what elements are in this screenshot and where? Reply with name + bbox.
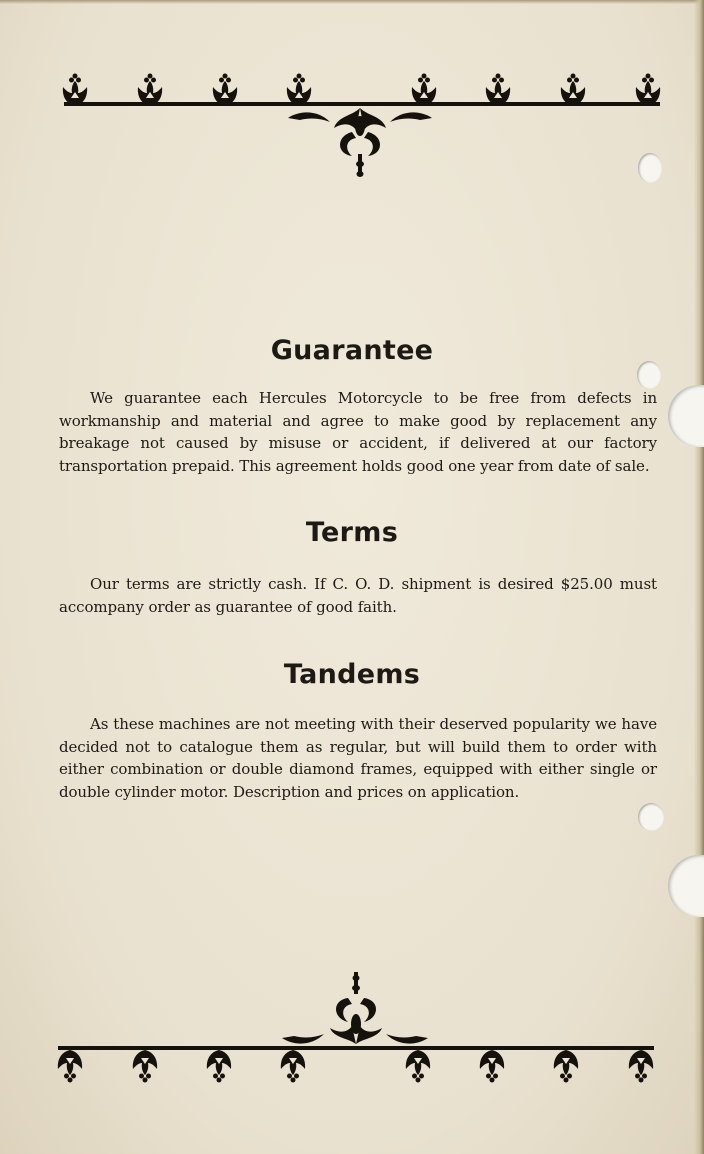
section-body-terms: Our terms are strictly cash. If C. O. D. shipment is desired $25.00 must accompany order as guarantee of good faith.	[59, 575, 657, 616]
top-ornament-icon	[0, 70, 704, 190]
section-body-guarantee: We guarantee each Hercules Motorcycle to be free from defects in workmanship and material and agree to make good by replacement any breakage not caused by misuse or accident, if delivered at our factory transportation prepaid. This agreement holds good one year from date of sale.	[59, 389, 657, 475]
page-top-edge	[0, 0, 704, 4]
bottom-ornament-icon	[0, 968, 704, 1084]
section-title-terms: Terms	[305, 517, 399, 548]
section-title-guarantee: Guarantee	[270, 335, 434, 366]
binder-hole-3	[638, 803, 664, 831]
section-title-tandems: Tandems	[283, 659, 421, 690]
section-body-tandems: As these machines are not meeting with their deserved popularity we have decided not to catalogue them as regular, but will build them to order with either combination or double diamond frames, equipped with either single or double cylinder motor. Description and prices on application.	[59, 715, 657, 801]
